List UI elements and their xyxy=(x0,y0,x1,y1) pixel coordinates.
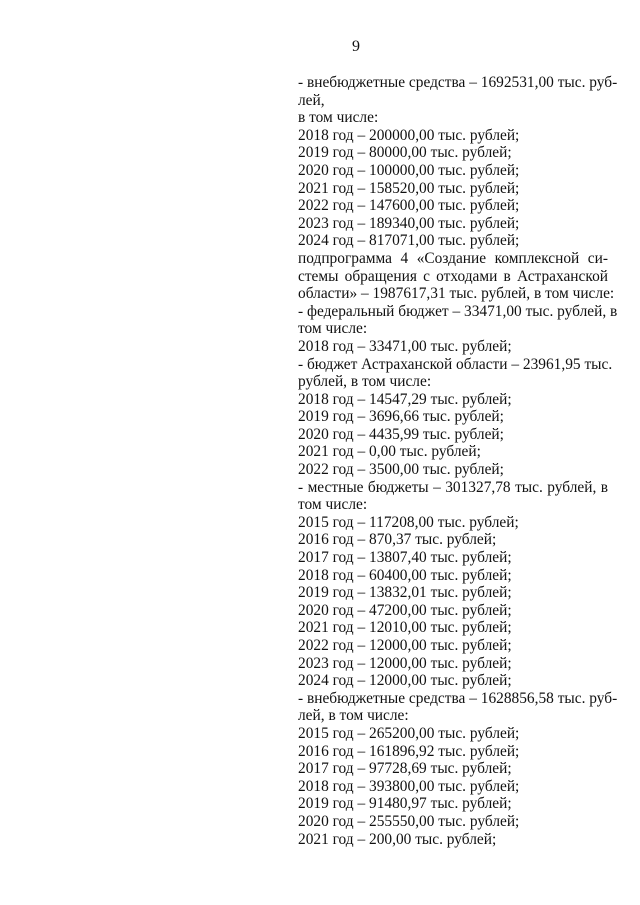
text-line: в том числе: xyxy=(298,109,379,127)
text-line: 2018 год – 14547,29 тыс. рублей; xyxy=(298,390,512,408)
text-line: 2015 год – 117208,00 тыс. рублей; xyxy=(298,513,519,531)
text-line: 2016 год – 870,37 тыс. рублей; xyxy=(298,531,497,549)
text-line: - бюджет Астраханской области – 23961,95 тыс. xyxy=(298,355,613,373)
text-line: 2019 год – 91480,97 тыс. рублей; xyxy=(298,795,512,813)
text-line: 2019 год – 3696,66 тыс. рублей; xyxy=(298,408,504,426)
text-line: - внебюджетные средства – 1692531,00 тыс. руб- xyxy=(298,74,618,91)
text-line: стемы обращения с отходами в Астраханской xyxy=(298,267,608,285)
text-line: 2016 год – 161896,92 тыс. рублей; xyxy=(298,742,520,760)
text-line: 2021 год – 12010,00 тыс. рублей; xyxy=(298,619,512,637)
text-line: 2020 год – 255550,00 тыс. рублей; xyxy=(298,812,520,830)
text-line: лей, в том числе: xyxy=(298,707,409,725)
page-number: 9 xyxy=(352,38,360,55)
text-line: 2017 год – 13807,40 тыс. рублей; xyxy=(298,549,512,567)
text-line: 2024 год – 12000,00 тыс. рублей; xyxy=(298,672,512,690)
text-line: 2018 год – 393800,00 тыс. рублей; xyxy=(298,777,520,795)
text-line: 2020 год – 4435,99 тыс. рублей; xyxy=(298,425,504,443)
text-line: 2020 год – 47200,00 тыс. рублей; xyxy=(298,601,512,619)
text-line: 2018 год – 33471,00 тыс. рублей; xyxy=(298,337,512,355)
document-body xyxy=(298,74,618,848)
text-line: подпрограмма 4 «Создание комплексной си- xyxy=(298,249,608,267)
text-line: 2022 год – 3500,00 тыс. рублей; xyxy=(298,461,504,479)
text-line: 2015 год – 265200,00 тыс. рублей; xyxy=(298,724,520,742)
text-line: том числе: xyxy=(298,496,368,514)
text-line: 2021 год – 158520,00 тыс. рублей; xyxy=(298,179,520,197)
text-line: 2022 год – 12000,00 тыс. рублей; xyxy=(298,637,512,654)
text-line: - внебюджетные средства – 1628856,58 тыс. руб- xyxy=(298,689,618,707)
text-line: 2018 год – 200000,00 тыс. рублей; xyxy=(298,126,520,144)
text-line: том числе: xyxy=(298,320,368,338)
text-line: 2021 год – 200,00 тыс. рублей; xyxy=(298,830,497,848)
text-line: 2018 год – 60400,00 тыс. рублей; xyxy=(298,566,512,584)
text-line: 2021 год – 0,00 тыс. рублей; xyxy=(298,443,481,461)
text-line: рублей, в том числе: xyxy=(298,373,432,391)
text-line: 2020 год – 100000,00 тыс. рублей; xyxy=(298,161,520,179)
text-line: 2022 год – 147600,00 тыс. рублей; xyxy=(298,197,520,215)
text-line: - местные бюджеты – 301327,78 тыс. рублей, в xyxy=(298,478,608,496)
text-line: 2024 год – 817071,00 тыс. рублей; xyxy=(298,232,520,250)
text-line: области» – 1987617,31 тыс. рублей, в том числе: xyxy=(298,285,615,303)
text-line: 2023 год – 189340,00 тыс. рублей; xyxy=(298,214,520,232)
text-line: лей, xyxy=(298,91,325,109)
text-line: 2019 год – 80000,00 тыс. рублей; xyxy=(298,144,512,162)
text-line: 2017 год – 97728,69 тыс. рублей; xyxy=(298,760,512,778)
text-line: 2019 год – 13832,01 тыс. рублей; xyxy=(298,584,512,602)
text-line: 2023 год – 12000,00 тыс. рублей; xyxy=(298,654,512,672)
text-line: - федеральный бюджет – 33471,00 тыс. рублей, в xyxy=(298,302,618,320)
